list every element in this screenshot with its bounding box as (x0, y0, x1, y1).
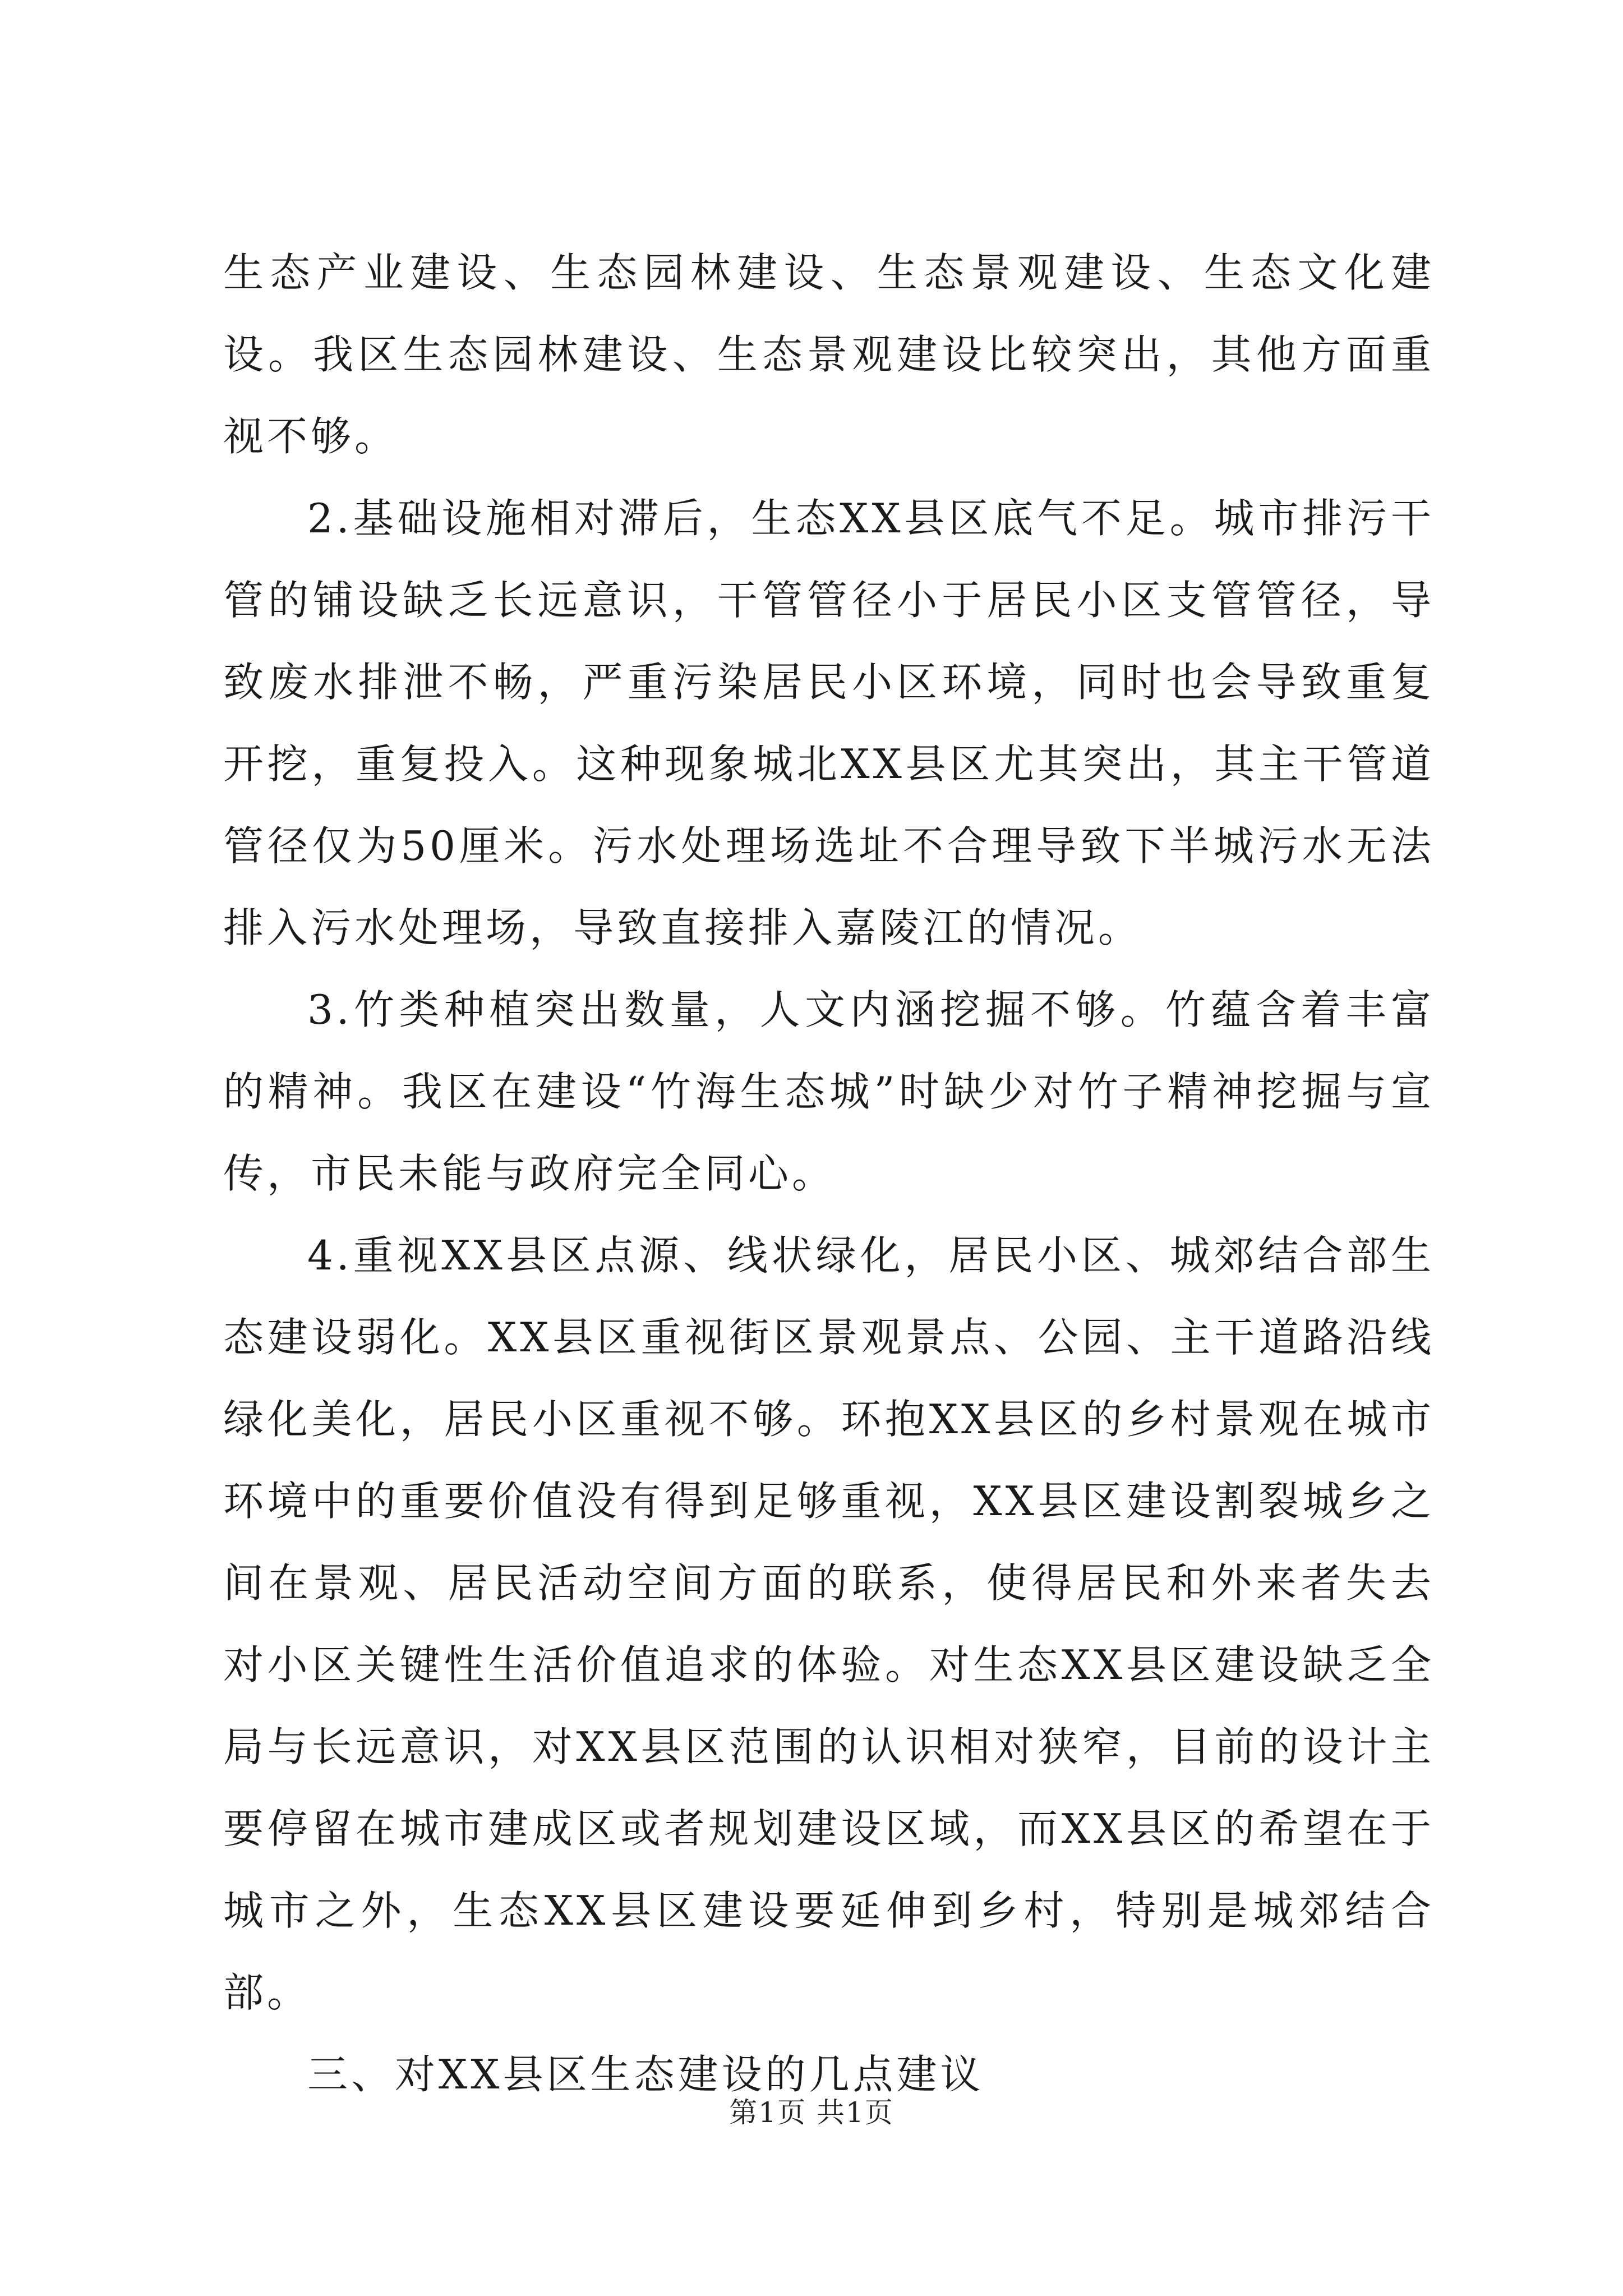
paragraph-continuation: 生态产业建设、生态园林建设、生态景观建设、生态文化建设。我区生态园林建设、生态景观建设比较突出，其他方面重视不够。 (223, 249, 1435, 460)
page-number-footer: 第1页 共1页 (729, 2096, 894, 2129)
paragraph-item-2: 2.基础设施相对滞后，生态XX县区底气不足。城市排污干管的铺设缺乏长远意识，干管管径小于居民小区支管管径，导致废水排泄不畅，严重污染居民小区环境，同时也会导致重复开挖，重复投入。这种现象城北XX县区尤其突出，其主干管道管径仅为50厘米。污水处理场选址不合理导致下半城污水无法排入污水处理场，导致直接排入嘉陵江的情况。 (223, 495, 1435, 951)
paragraph-item-3: 3.竹类种植突出数量，人文内涵挖掘不够。竹蕴含着丰富的精神。我区在建设“竹海生态城”时缺少对竹子精神挖掘与宣传，市民未能与政府完全同心。 (223, 986, 1435, 1197)
section-heading: 三、对XX县区生态建设的几点建议 (307, 2051, 984, 2098)
paragraph-item-4: 4.重视XX县区点源、线状绿化，居民小区、城郊结合部生态建设弱化。XX县区重视街区景观景点、公园、主干道路沿线绿化美化，居民小区重视不够。环抱XX县区的乡村景观在城市环境中的重要价值没有得到足够重视，XX县区建设割裂城乡之间在景观、居民活动空间方面的联系，使得居民和外来者失去对小区关键性生活价值追求的体验。对生态XX县区建设缺乏全局与长远意识，对XX县区范围的认识相对狭窄，目前的设计主要停留在城市建成区或者规划建设区域，而XX县区的希望在于城市之外，生态XX县区建设要延伸到乡村，特别是城郊结合部。 (223, 1232, 1435, 2016)
document-body (223, 232, 1435, 2115)
